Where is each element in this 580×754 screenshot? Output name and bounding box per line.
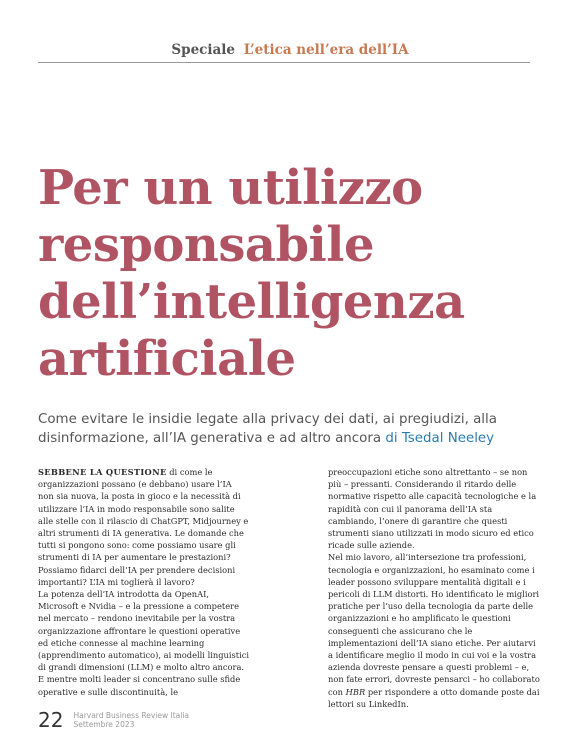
body-paragraph: preoccupazioni etiche sono altrettanto – se non più – pressanti. Considerando il ritardo delle normative rispetto alle capacità tecnologiche e la rapidità con cui il panorama dell’IA sta cambiando, l’onere di garantire che questi strumenti siano utilizzati in modo sicuro ed etico ricade sulle aziende. <box>328 467 537 551</box>
article-dek <box>38 410 548 448</box>
paragraph-text: di come le organizzazioni possano (e debbano) usare l’IA non sia nuova, la posta in gioco e la necessità di utilizzare l’IA in modo responsabile sono salite alle stelle con il rilascio di ChatGPT, Midjourney e altri strumenti di IA generativa. Le domande che tutti si pongono sono: come possiamo usare gli strumenti di IA per aumentare le prestazioni? Possiamo fidarci dell’IA per prendere decisioni importanti? L’IA mi toglierà il lavoro? <box>38 467 249 587</box>
byline-author: Tsedal Neeley <box>401 431 495 446</box>
body-paragraph: La potenza dell’IA introdotta da OpenAI, Microsoft e Nvidia – e la pressione a competere nel mercato – rendono inevitabile per la vostra organizzazione affrontare le questioni operative ed etiche connesse al machine learning (apprendimento automatico), ai modelli linguistici di grandi dimensioni (LLM) e molto altro ancora. E mentre molti leader si concentrano sulle sfide operative e sulle discontinuità, le <box>38 589 250 697</box>
header-divider <box>38 62 530 63</box>
dek-text: Come evitare le insidie legate alla privacy dei dati, ai pregiudizi, alla disinformazione, all’IA generativa e ad altro ancora <box>38 412 497 446</box>
lead-in: SEBBENE LA QUESTIONE <box>38 467 167 477</box>
hbr-emphasis: HBR <box>345 686 366 697</box>
body-paragraph <box>38 466 250 588</box>
body-paragraph <box>328 551 540 710</box>
body-column-left <box>38 466 250 710</box>
issue-date: Settembre 2023 <box>73 720 135 729</box>
footer-meta <box>73 711 189 729</box>
section-title: L’etica nell’era dell’IA <box>243 42 409 58</box>
paragraph-text: Nel mio lavoro, all’intersezione tra professioni, tecnologia e organizzazioni, ho esaminato come i leader possono sviluppare mentalità digitali e i pericoli di LLM distorti. Ho identificato le migliori pratiche per l’uso della tecnologia da parte delle organizzazioni e ho amplificato le questioni conseguenti che assicurano che le implementazioni dell’IA siano etiche. Per aiutarvi a identificare meglio il modo in cui voi e la vostra azienda dovreste pensare a questi problemi – e, non fate errori, dovreste pensarci – ho collaborato con <box>328 552 540 697</box>
body-column-right <box>328 466 540 710</box>
page-footer <box>38 708 189 732</box>
publication-name: Harvard Business Review Italia <box>73 711 190 720</box>
byline-prefix: di <box>385 431 398 446</box>
paragraph-text: per rispondere a otto domande poste dai lettori su LinkedIn. <box>328 686 540 709</box>
running-header <box>0 42 580 58</box>
page-number: 22 <box>38 708 64 732</box>
article-title: Per un utilizzo responsabile dell’intelligenza artificiale <box>38 160 465 387</box>
section-label: Speciale <box>171 42 235 58</box>
body-columns <box>38 466 540 710</box>
